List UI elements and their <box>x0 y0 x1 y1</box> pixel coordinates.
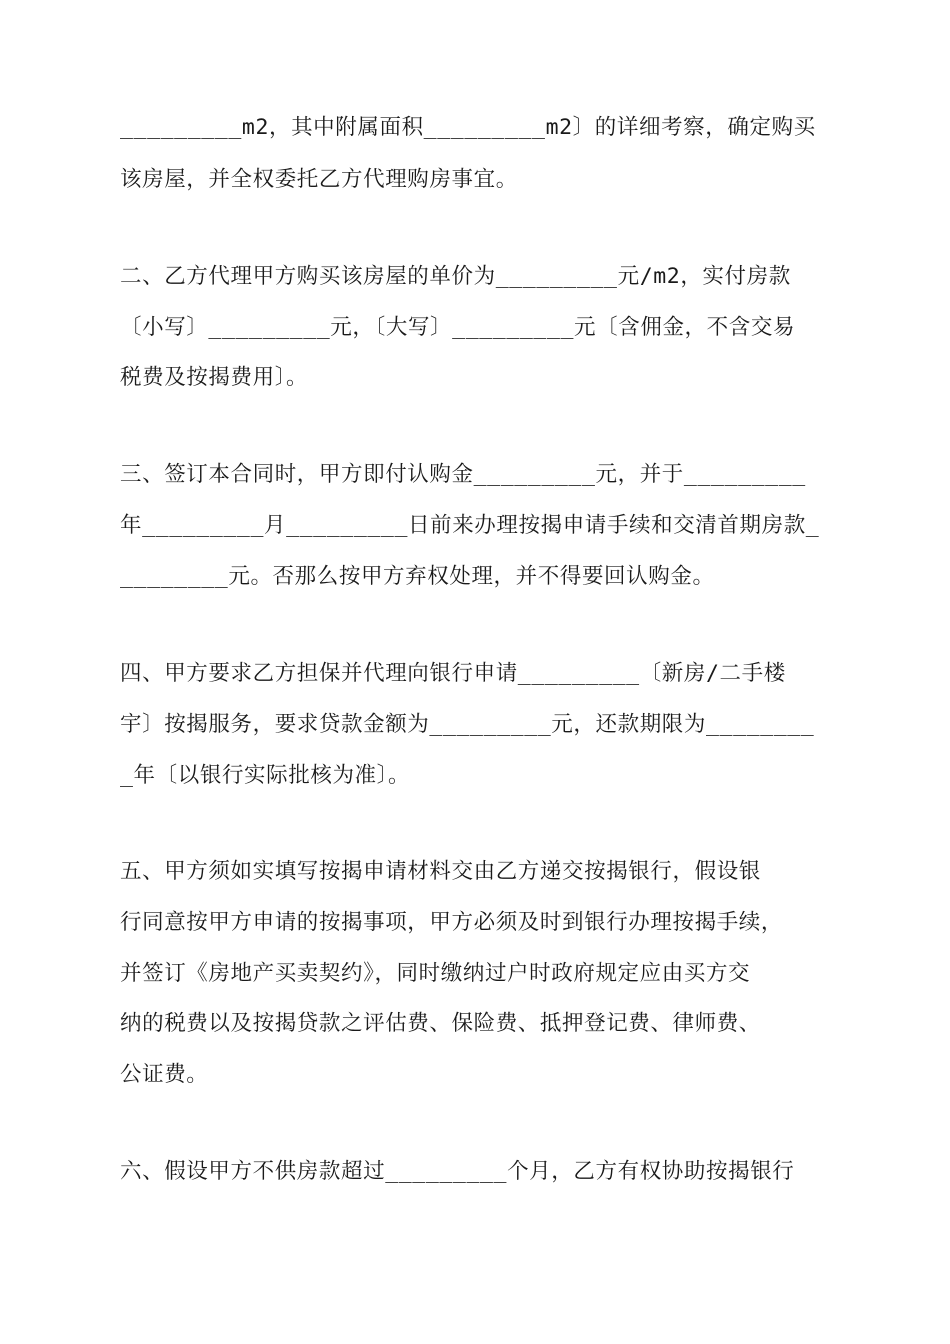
paragraph-5-line-1: 五、甲方须如实填写按揭申请材料交由乙方递交按揭银行，假设银 <box>120 859 761 884</box>
paragraph-4-line-2: 宇〕按揭服务，要求贷款金额为_________元，还款期限为________ <box>120 712 815 737</box>
paragraph-4-line-3: _年〔以银行实际批核为准〕。 <box>120 763 411 788</box>
paragraph-6-line-1: 六、假设甲方不供房款超过_________个月，乙方有权协助按揭银行 <box>120 1159 795 1184</box>
paragraph-2-line-2: 〔小写〕_________元，〔大写〕_________元〔含佣金，不含交易 <box>120 315 796 340</box>
paragraph-3-line-3: ________元。否那么按甲方弃权处理，并不得要回认购金。 <box>120 564 715 589</box>
paragraph-3-line-1: 三、签订本合同时，甲方即付认购金_________元，并于_________ <box>120 462 806 487</box>
paragraph-5-line-2: 行同意按甲方申请的按揭事项，甲方必须及时到银行办理按揭手续， <box>120 910 784 935</box>
paragraph-1-line-2: 该房屋，并全权委托乙方代理购房事宜。 <box>120 167 518 192</box>
paragraph-2-line-3: 税费及按揭费用〕。 <box>120 365 309 390</box>
paragraph-2-line-1: 二、乙方代理甲方购买该房屋的单价为_________元/m2，实付房款 <box>120 264 791 289</box>
paragraph-3-line-2: 年_________月_________日前来办理按揭申请手续和交清首期房款_ <box>120 513 820 538</box>
paragraph-5-line-4: 纳的税费以及按揭贷款之评估费、保险费、抵押登记费、律师费、 <box>120 1011 761 1036</box>
paragraph-4-line-1: 四、甲方要求乙方担保并代理向银行申请_________〔新房/二手楼 <box>120 661 786 686</box>
paragraph-5-line-3: 并签订《房地产买卖契约》，同时缴纳过户时政府规定应由买方交 <box>120 961 751 986</box>
paragraph-1-line-1: _________m2，其中附属面积_________m2〕的详细考察，确定购买 <box>120 115 816 140</box>
paragraph-5-line-5: 公证费。 <box>120 1062 209 1087</box>
